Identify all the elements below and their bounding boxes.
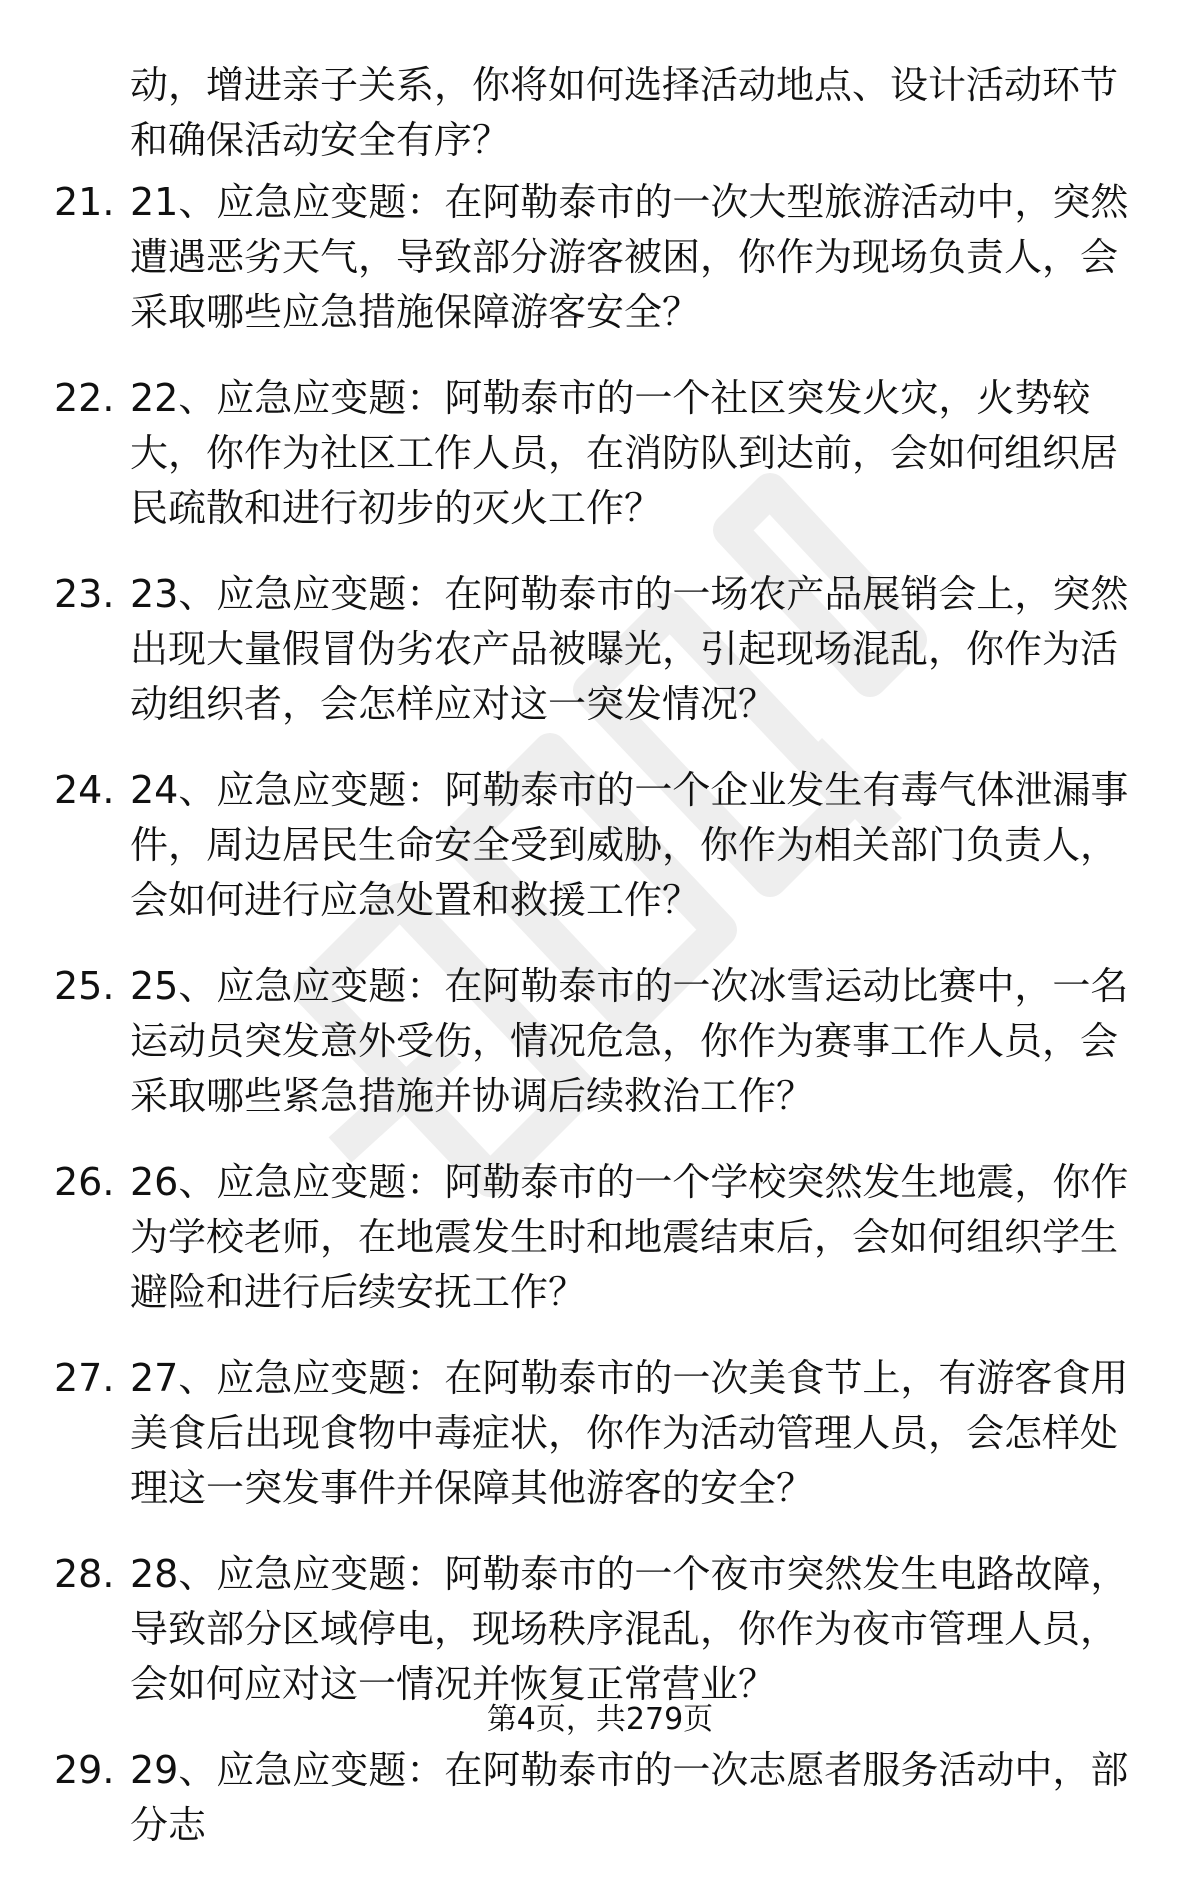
question-text: 28、应急应变题：阿勒泰市的一个夜市突然发生电路故障，导致部分区域停电，现场秩序混乱，你作为夜市管理人员，会如何应对这一情况并恢复正常营业？ [130,1552,1129,1706]
question-text: 23、应急应变题：在阿勒泰市的一场农产品展销会上，突然出现大量假冒伪劣农产品被曝光，引起现场混乱，你作为活动组织者，会怎样应对这一突发情况？ [130,572,1129,726]
continuation-paragraph: 动，增进亲子关系，你将如何选择活动地点、设计活动环节和确保活动安全有序？ [130,63,1119,162]
list-item [0,371,1200,536]
question-text: 24、应急应变题：阿勒泰市的一个企业发生有毒气体泄漏事件，周边居民生命安全受到威胁，你作为相关部门负责人，会如何进行应急处置和救援工作？ [130,768,1129,922]
list-item [0,959,1200,1124]
question-number: 22. [54,376,115,420]
list-item [0,175,1200,340]
page-footer: 第4页，共279页 [486,1702,714,1737]
list-item [0,567,1200,732]
question-list [0,175,1200,1884]
question-number: 28. [54,1552,115,1596]
question-text: 27、应急应变题：在阿勒泰市的一次美食节上，有游客食用美食后出现食物中毒症状，你作为活动管理人员，会怎样处理这一突发事件并保障其他游客的安全？ [130,1356,1129,1510]
question-text: 26、应急应变题：阿勒泰市的一个学校突然发生地震，你作为学校老师，在地震发生时和地震结束后，会如何组织学生避险和进行后续安抚工作？ [130,1160,1129,1314]
question-number: 29. [54,1748,115,1792]
question-text: 22、应急应变题：阿勒泰市的一个社区突发火灾，火势较大，你作为社区工作人员，在消防队到达前，会如何组织居民疏散和进行初步的灭火工作？ [130,376,1119,530]
list-item [0,1351,1200,1516]
list-item [0,1743,1200,1853]
question-text: 29、应急应变题：在阿勒泰市的一次志愿者服务活动中，部分志 [130,1748,1129,1847]
question-number: 26. [54,1160,115,1204]
question-number: 27. [54,1356,115,1400]
question-text: 25、应急应变题：在阿勒泰市的一次冰雪运动比赛中，一名运动员突发意外受伤，情况危急，你作为赛事工作人员，会采取哪些紧急措施并协调后续救治工作？ [130,964,1129,1118]
list-item [0,1155,1200,1320]
question-number: 25. [54,964,115,1008]
list-item [0,763,1200,928]
question-number: 21. [54,180,115,224]
question-number: 24. [54,768,115,812]
question-text: 21、应急应变题：在阿勒泰市的一次大型旅游活动中，突然遭遇恶劣天气，导致部分游客被困，你作为现场负责人，会采取哪些应急措施保障游客安全？ [130,180,1129,334]
question-number: 23. [54,572,115,616]
list-item [0,1547,1200,1712]
